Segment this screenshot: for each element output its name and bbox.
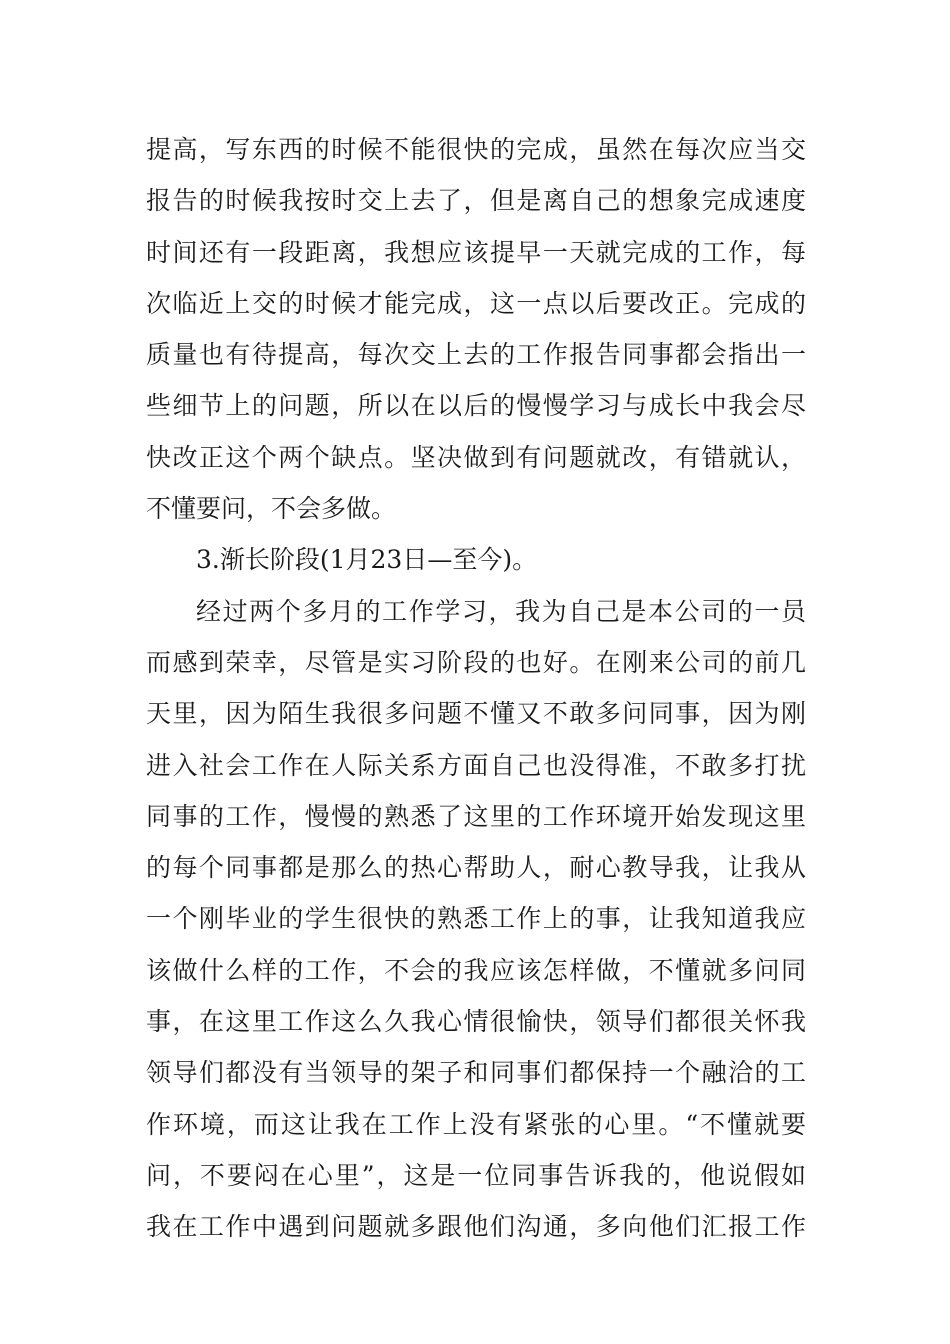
text-line: 事，在这里工作这么久我心情很愉快，领导们都很关怀我 bbox=[146, 1007, 806, 1037]
section-heading: 3.渐长阶段(1月23日—至今)。 bbox=[196, 545, 538, 575]
text-line: 质量也有待提高，每次交上去的工作报告同事都会指出一 bbox=[146, 340, 806, 370]
text-line: 些细节上的问题，所以在以后的慢慢学习与成长中我会尽 bbox=[146, 391, 806, 421]
text-line: 而感到荣幸，尽管是实习阶段的也好。在刚来公司的前几 bbox=[146, 647, 806, 677]
text-line: 经过两个多月的工作学习，我为自己是本公司的一员 bbox=[196, 596, 806, 626]
text-line: 进入社会工作在人际关系方面自己也没得准，不敢多打扰 bbox=[146, 750, 806, 780]
text-line: 报告的时候我按时交上去了，但是离自己的想象完成速度 bbox=[146, 186, 806, 216]
text-line: 一个刚毕业的学生很快的熟悉工作上的事，让我知道我应 bbox=[146, 904, 806, 934]
text-line: 作环境，而这让我在工作上没有紧张的心里。“不懂就要 bbox=[146, 1109, 806, 1139]
text-line: 提高，写东西的时候不能很快的完成，虽然在每次应当交 bbox=[146, 135, 806, 164]
text-line: 同事的工作，慢慢的熟悉了这里的工作环境开始发现这里 bbox=[146, 801, 806, 831]
text-line: 我在工作中遇到问题就多跟他们沟通，多向他们汇报工作 bbox=[146, 1212, 806, 1242]
text-line: 快改正这个两个缺点。坚决做到有问题就改，有错就认， bbox=[146, 442, 806, 472]
text-line: 问，不要闷在心里”，这是一位同事告诉我的，他说假如 bbox=[146, 1160, 806, 1190]
text-line: 该做什么样的工作，不会的我应该怎样做，不懂就多问同 bbox=[146, 955, 806, 985]
text-line: 次临近上交的时候才能完成，这一点以后要改正。完成的 bbox=[146, 288, 806, 318]
text-line: 天里，因为陌生我很多问题不懂又不敢多问同事，因为刚 bbox=[146, 699, 806, 729]
text-line: 的每个同事都是那么的热心帮助人，耐心教导我，让我从 bbox=[146, 853, 806, 883]
text-line: 不懂要问，不会多做。 bbox=[146, 494, 397, 524]
text-line: 领导们都没有当领导的架子和同事们都保持一个融洽的工 bbox=[146, 1058, 806, 1088]
text-line: 时间还有一段距离，我想应该提早一天就完成的工作，每 bbox=[146, 237, 806, 267]
body-text bbox=[146, 124, 806, 1253]
